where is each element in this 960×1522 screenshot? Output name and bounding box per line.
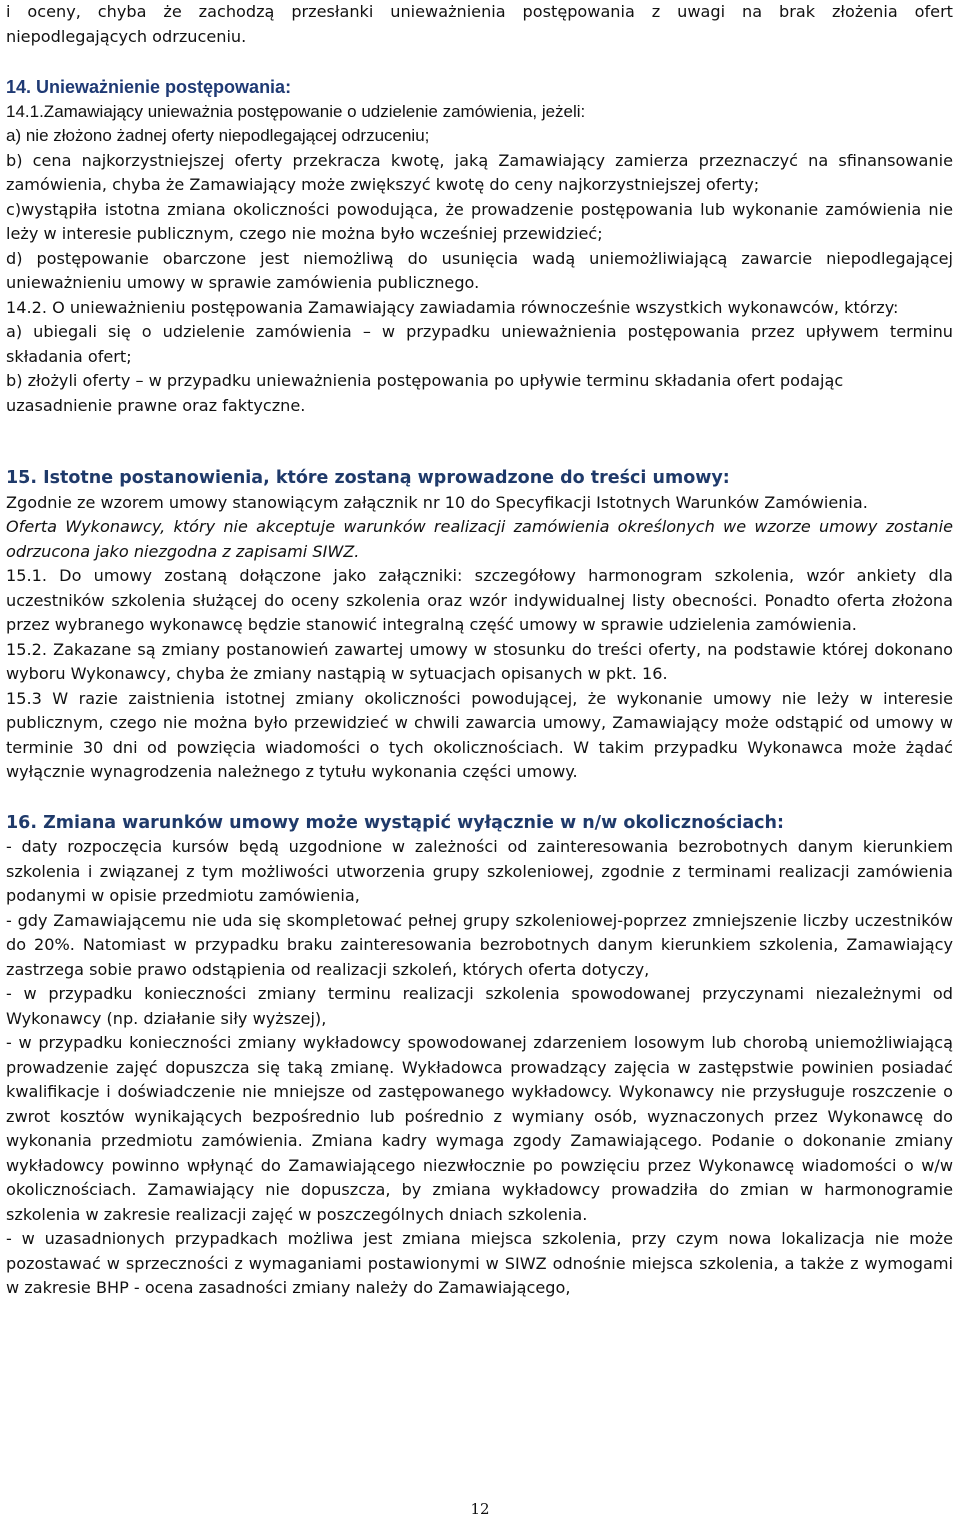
paragraph-16-item-1: - daty rozpoczęcia kursów będą uzgodnione w zależności od zainteresowania bezrobotnych danym kierunkiem szkolenia i związanej z tym możliwości utworzenia grupy szkoleniowej, zgodnie z terminami realizacji zamówienia podanymi w opisie przedmiotu zamówienia, [6, 837, 953, 905]
paragraph-14-1-c: c)wystąpiła istotna zmiana okoliczności powodująca, że prowadzenie postępowania lub wykonanie zamówienia nie leży w interesie publicznym, czego nie można było wcześniej przewidzieć; [6, 199, 953, 243]
paragraph-continuation-end: niepodlegających odrzuceniu. [6, 26, 247, 46]
section-14-heading: 14. Unieważnienie postępowania: [6, 77, 292, 97]
paragraph-15-3: 15.3 W razie zaistnienia istotnej zmiany okoliczności powodującej, że wykonanie umowy nie leży w interesie publicznym, czego nie można było przewidzieć w chwili zawarcia umowy, Zamawiający może odstąpić od umowy w terminie 30 dni od powzięcia wiadomości o tych okolicznościach. W takim przypadku Wykonawca może żądać wyłącznie wynagrodzenia należnego z tytułu wykonania części umowy. [6, 688, 953, 781]
paragraph-16-item-5: - w uzasadnionych przypadkach możliwa jest zmiana miejsca szkolenia, przy czym nowa lokalizacja nie może pozostawać w sprzeczności z wymaganiami postawionymi w SIWZ odnośnie miejsca szkolenia, a także z wymogami w zakresie BHP - ocena zasadności zmiany należy do Zamawiającego, [6, 1229, 953, 1297]
paragraph-15-italic-note: Oferta Wykonawcy, który nie akceptuje warunków realizacji zamówienia określonych we wzorze umowy zostanie odrzucona jako niezgodna z zapisami SIWZ. [6, 517, 953, 561]
paragraph-14-1-a: a) nie złożono żadnej oferty niepodlegającej odrzuceniu; [6, 126, 430, 145]
paragraph-16-item-2: - gdy Zamawiającemu nie uda się skompletować pełnej grupy szkoleniowej-poprzez zmniejszenie liczby uczestników do 20%. Natomiast w przypadku braku zainteresowania bezrobotnych danym kierunkiem szkolenia, Zamawiający zastrzega sobie prawo odstąpienia od realizacji szkoleń, których oferta dotyczy, [6, 910, 953, 979]
paragraph-15-1: 15.1. Do umowy zostaną dołączone jako załączniki: szczegółowy harmonogram szkolenia, wzór ankiety dla uczestników szkolenia służącej do oceny szkolenia oraz wzór indywidualnej listy obecności. Ponadto oferta złożona przez wybranego wykonawcę będzie stanowić integralną część umowy w sprawie udzielenia zamówienia. [6, 566, 953, 634]
paragraph-14-2-b: b) złożyli oferty – w przypadku unieważnienia postępowania po upływie terminu składania ofert podając uzasadnienie prawne oraz faktyczne. [6, 371, 844, 415]
paragraph-14-1: 14.1.Zamawiający unieważnia postępowanie o udzielenie zamówienia, jeżeli: [6, 101, 586, 121]
paragraph-continuation: i oceny, chyba że zachodzą przesłanki unieważnienia postępowania z uwagi na brak złożenia ofert [6, 2, 953, 21]
paragraph-14-1-b: b) cena najkorzystniejszej oferty przekracza kwotę, jaką Zamawiający zamierza przeznaczyć na sfinansowanie zamówienia, chyba że Zamawiający może zwiększyć kwotę do ceny najkorzystniejszej oferty; [6, 150, 953, 194]
page-number: 12 [470, 1500, 490, 1518]
paragraph-14-2: 14.2. O unieważnieniu postępowania Zamawiający zawiadamia równocześnie wszystkich wykonawców, którzy: [6, 297, 899, 317]
paragraph-14-2-a: a) ubiegali się o udzielenie zamówienia – w przypadku unieważnienia postępowania przez upływem terminu składania ofert; [6, 322, 953, 366]
paragraph-15-2: 15.2. Zakazane są zmiany postanowień zawartej umowy w stosunku do treści oferty, na podstawie której dokonano wyboru Wykonawcy, chyba że zmiany nastąpią w sytuacjach opisanych w pkt. 16. [6, 639, 953, 683]
paragraph-16-item-4: - w przypadku konieczności zmiany wykładowcy spowodowanej zdarzeniem losowym lub chorobą uniemożliwiającą prowadzenie zajęć dopuszcza się taką zmianę. Wykładowca prowadzący zajęcia w zastępstwie powinien posiadać kwalifikacje i doświadczenie nie mniejsze od zastępowanego wykładowcy. Wykonawcy nie przysługuje roszczenie o zwrot kosztów wynikających bezpośrednio lub pośrednio z wymiany osób, wyznaczonych przez Wykonawcę do wykonania przedmiotu zamówienia. Zmiana kadry wymaga zgody Zamawiającego. Podanie o dokonanie zmiany wykładowcy powinno wpłynąć do Zamawiającego niezwłocznie po powzięciu przez Wykonawcę wiadomości o w/w okolicznościach. Zamawiający nie dopuszcza, by zmiana wykładowcy prowadziła do zmian w harmonogramie szkolenia w zakresie realizacji zajęć w poszczególnych dniach szkolenia. [6, 1033, 953, 1224]
paragraph-16-item-3: - w przypadku konieczności zmiany terminu realizacji szkolenia spowodowanej przyczynami niezależnymi od Wykonawcy (np. działanie siły wyższej), [6, 984, 953, 1028]
paragraph-14-1-d: d) postępowanie obarczone jest niemożliwą do usunięcia wadą uniemożliwiającą zawarcie niepodlegającej unieważnieniu umowy w sprawie zamówienia publicznego. [6, 248, 953, 292]
section-15-heading: 15. Istotne postanowienia, które zostaną wprowadzone do treści umowy: [6, 468, 730, 488]
section-16-heading: 16. Zmiana warunków umowy może wystąpić wyłącznie w n/w okolicznościach: [6, 812, 785, 833]
paragraph-15-intro: Zgodnie ze wzorem umowy stanowiącym załącznik nr 10 do Specyfikacji Istotnych Warunków Zamówienia. [6, 492, 868, 512]
